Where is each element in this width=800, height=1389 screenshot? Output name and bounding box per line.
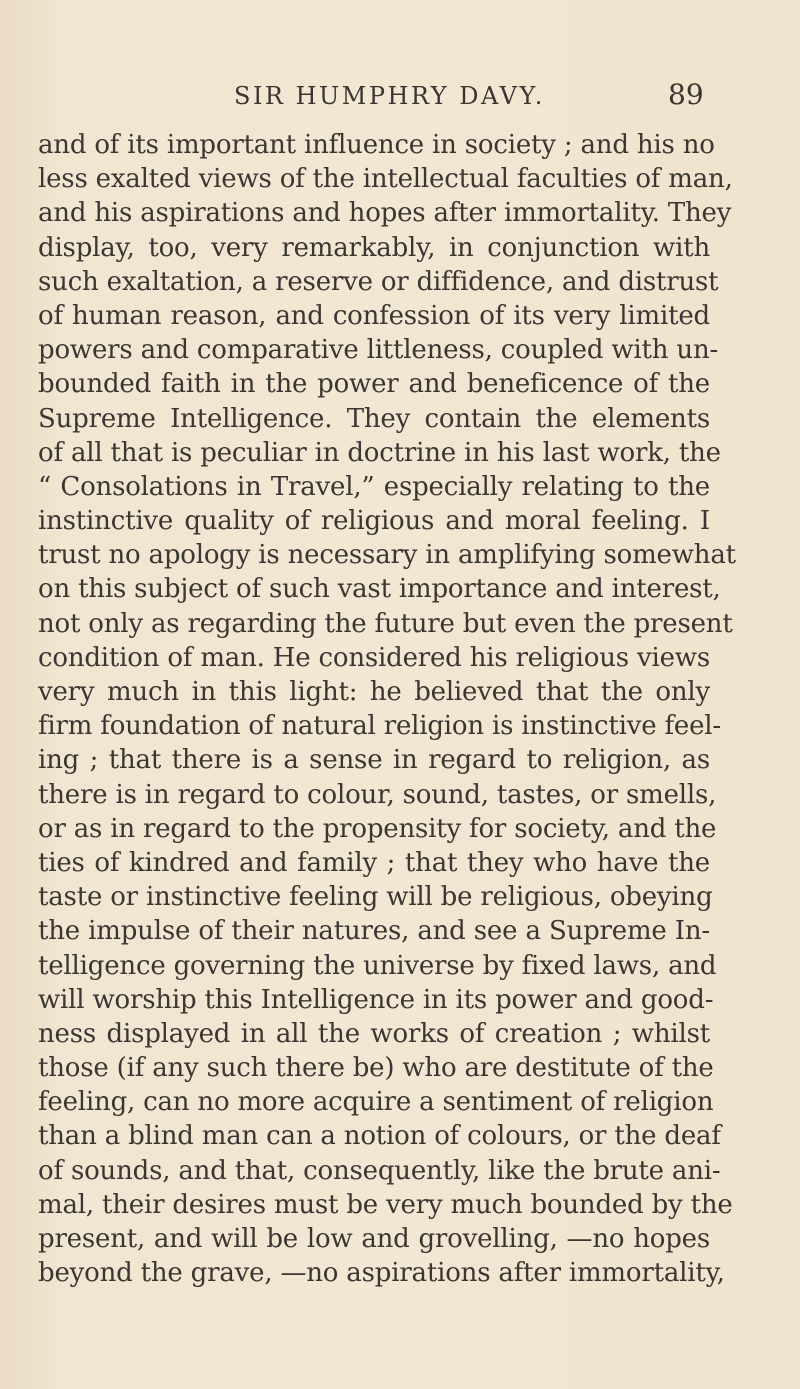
text-line: will worship this Intelligence in its power and good- — [38, 984, 714, 1015]
text-line: “ Consolations in Travel,” especially relating to the — [38, 471, 710, 502]
page-number: 89 — [668, 78, 704, 111]
text-line: not only as regarding the future but even the present — [38, 608, 733, 639]
text-line: taste or instinctive feeling will be religious, obeying — [38, 882, 713, 913]
body-text — [38, 128, 736, 1290]
text-line: ties of kindred and family ; that they who have the — [38, 847, 710, 878]
text-line: bounded faith in the power and beneficence of the — [38, 369, 710, 400]
running-title: SIR HUMPHRY DAVY. — [234, 82, 545, 110]
text-line: on this subject of such vast importance and interest, — [38, 574, 721, 605]
text-line: firm foundation of natural religion is instinctive feel- — [38, 711, 721, 742]
page-header — [0, 78, 800, 118]
text-line: the impulse of their natures, and see a Supreme In- — [38, 916, 710, 947]
text-line: beyond the grave, —no aspirations after immortality, — [38, 1258, 725, 1289]
text-line: condition of man. He considered his religious views — [38, 642, 710, 673]
text-line: such exaltation, a reserve or diffidence, and distrust — [38, 266, 719, 297]
text-line: and of its important influence in society ; and his no — [38, 130, 715, 160]
text-line: those (if any such there be) who are destitute of the — [38, 1053, 714, 1084]
text-line: of all that is peculiar in doctrine in his last work, the — [38, 437, 721, 468]
text-line: very much in this light: he believed that the only — [38, 677, 710, 707]
text-line: telligence governing the universe by fixed laws, and — [38, 950, 717, 981]
text-line: trust no apology is necessary in amplifying somewhat — [38, 540, 736, 571]
text-line: feeling, can no more acquire a sentiment of religion — [38, 1087, 714, 1118]
text-line: instinctive quality of religious and moral feeling. I — [38, 506, 710, 537]
text-line: and his aspirations and hopes after immortality. They — [38, 198, 732, 229]
text-line: less exalted views of the intellectual faculties of man, — [38, 164, 733, 195]
text-line: powers and comparative littleness, coupled with un- — [38, 335, 719, 366]
text-line: of human reason, and confession of its very limited — [38, 300, 710, 331]
text-line: ing ; that there is a sense in regard to religion, as — [38, 745, 710, 776]
text-line: or as in regard to the propensity for society, and the — [38, 813, 717, 844]
text-line: of sounds, and that, consequently, like the brute ani- — [38, 1155, 721, 1186]
text-line: than a blind man can a notion of colours, or the deaf — [38, 1121, 721, 1152]
text-line: ness displayed in all the works of creation ; whilst — [38, 1018, 710, 1049]
text-line: present, and will be low and grovelling, —no hopes — [38, 1224, 710, 1254]
text-line: there is in regard to colour, sound, tastes, or smells, — [38, 779, 717, 810]
text-line: Supreme Intelligence. They contain the elements — [38, 403, 710, 434]
text-line: display, too, very remarkably, in conjunction with — [38, 232, 710, 263]
text-line: mal, their desires must be very much bounded by the — [38, 1189, 733, 1220]
